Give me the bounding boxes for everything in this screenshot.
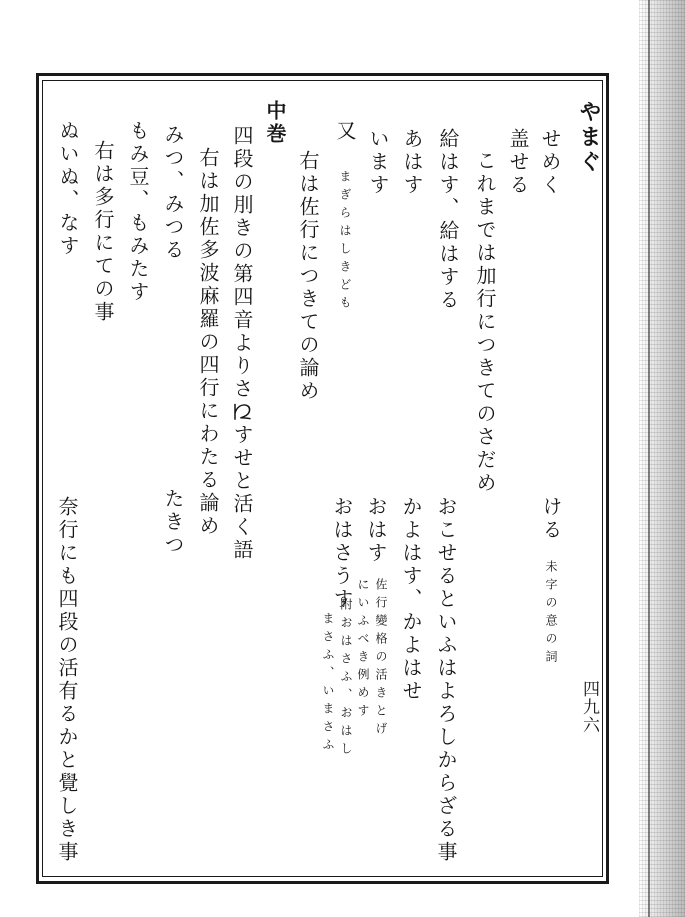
scan-edge-line [648, 0, 650, 917]
text-column: 盖せる [506, 128, 530, 197]
scan-edge-shadow [639, 0, 685, 917]
text-column: にいふべき例めす [356, 578, 370, 722]
text-column: もみ豆、もみたす [126, 120, 150, 304]
text-column: まさふ、いまさふ [321, 612, 335, 756]
text-column: これまでは加行につきてのさだめ [473, 150, 497, 495]
text-column: たきつ [161, 488, 185, 557]
text-column: かよはす、かよはせ [399, 496, 423, 703]
text-column: 未字の意の詞 [544, 560, 558, 668]
text-column: まぎらはしきども [338, 170, 352, 314]
text-column: 佐行變格の活きとげ [374, 578, 388, 740]
text-column: 右は佐行につきての論め [296, 150, 320, 403]
text-column: います [366, 128, 390, 197]
text-column: おはさうす [330, 496, 354, 611]
text-column: 右は多行にての事 [91, 140, 115, 324]
text-column: せめく [538, 128, 562, 197]
text-column: 又 [333, 120, 357, 143]
text-column: あはす [400, 128, 424, 197]
text-column: 給はす、給はする [436, 128, 460, 312]
text-column: ける [539, 496, 563, 542]
section-heading: 中巻 [263, 100, 287, 146]
text-column: 右は加佐多波麻羅の四行にわたる論め [196, 147, 220, 538]
text-column: 四段の刖きの第四音よりさ𛀁すせと活く語 [230, 125, 254, 562]
text-column: 奈行にも四段の活有るかと覺しき事 [55, 496, 79, 864]
text-column: 附おはさふ、おはし [339, 598, 353, 760]
running-header: やまぐ [576, 100, 602, 175]
page-number: 四九六 [579, 680, 599, 734]
text-column: ぬいぬ、なす [56, 120, 80, 258]
text-column: おこせるといふはよろしからざる事 [434, 496, 458, 864]
text-column: みつ、みつる [161, 124, 185, 262]
text-column: おはす [364, 496, 388, 565]
